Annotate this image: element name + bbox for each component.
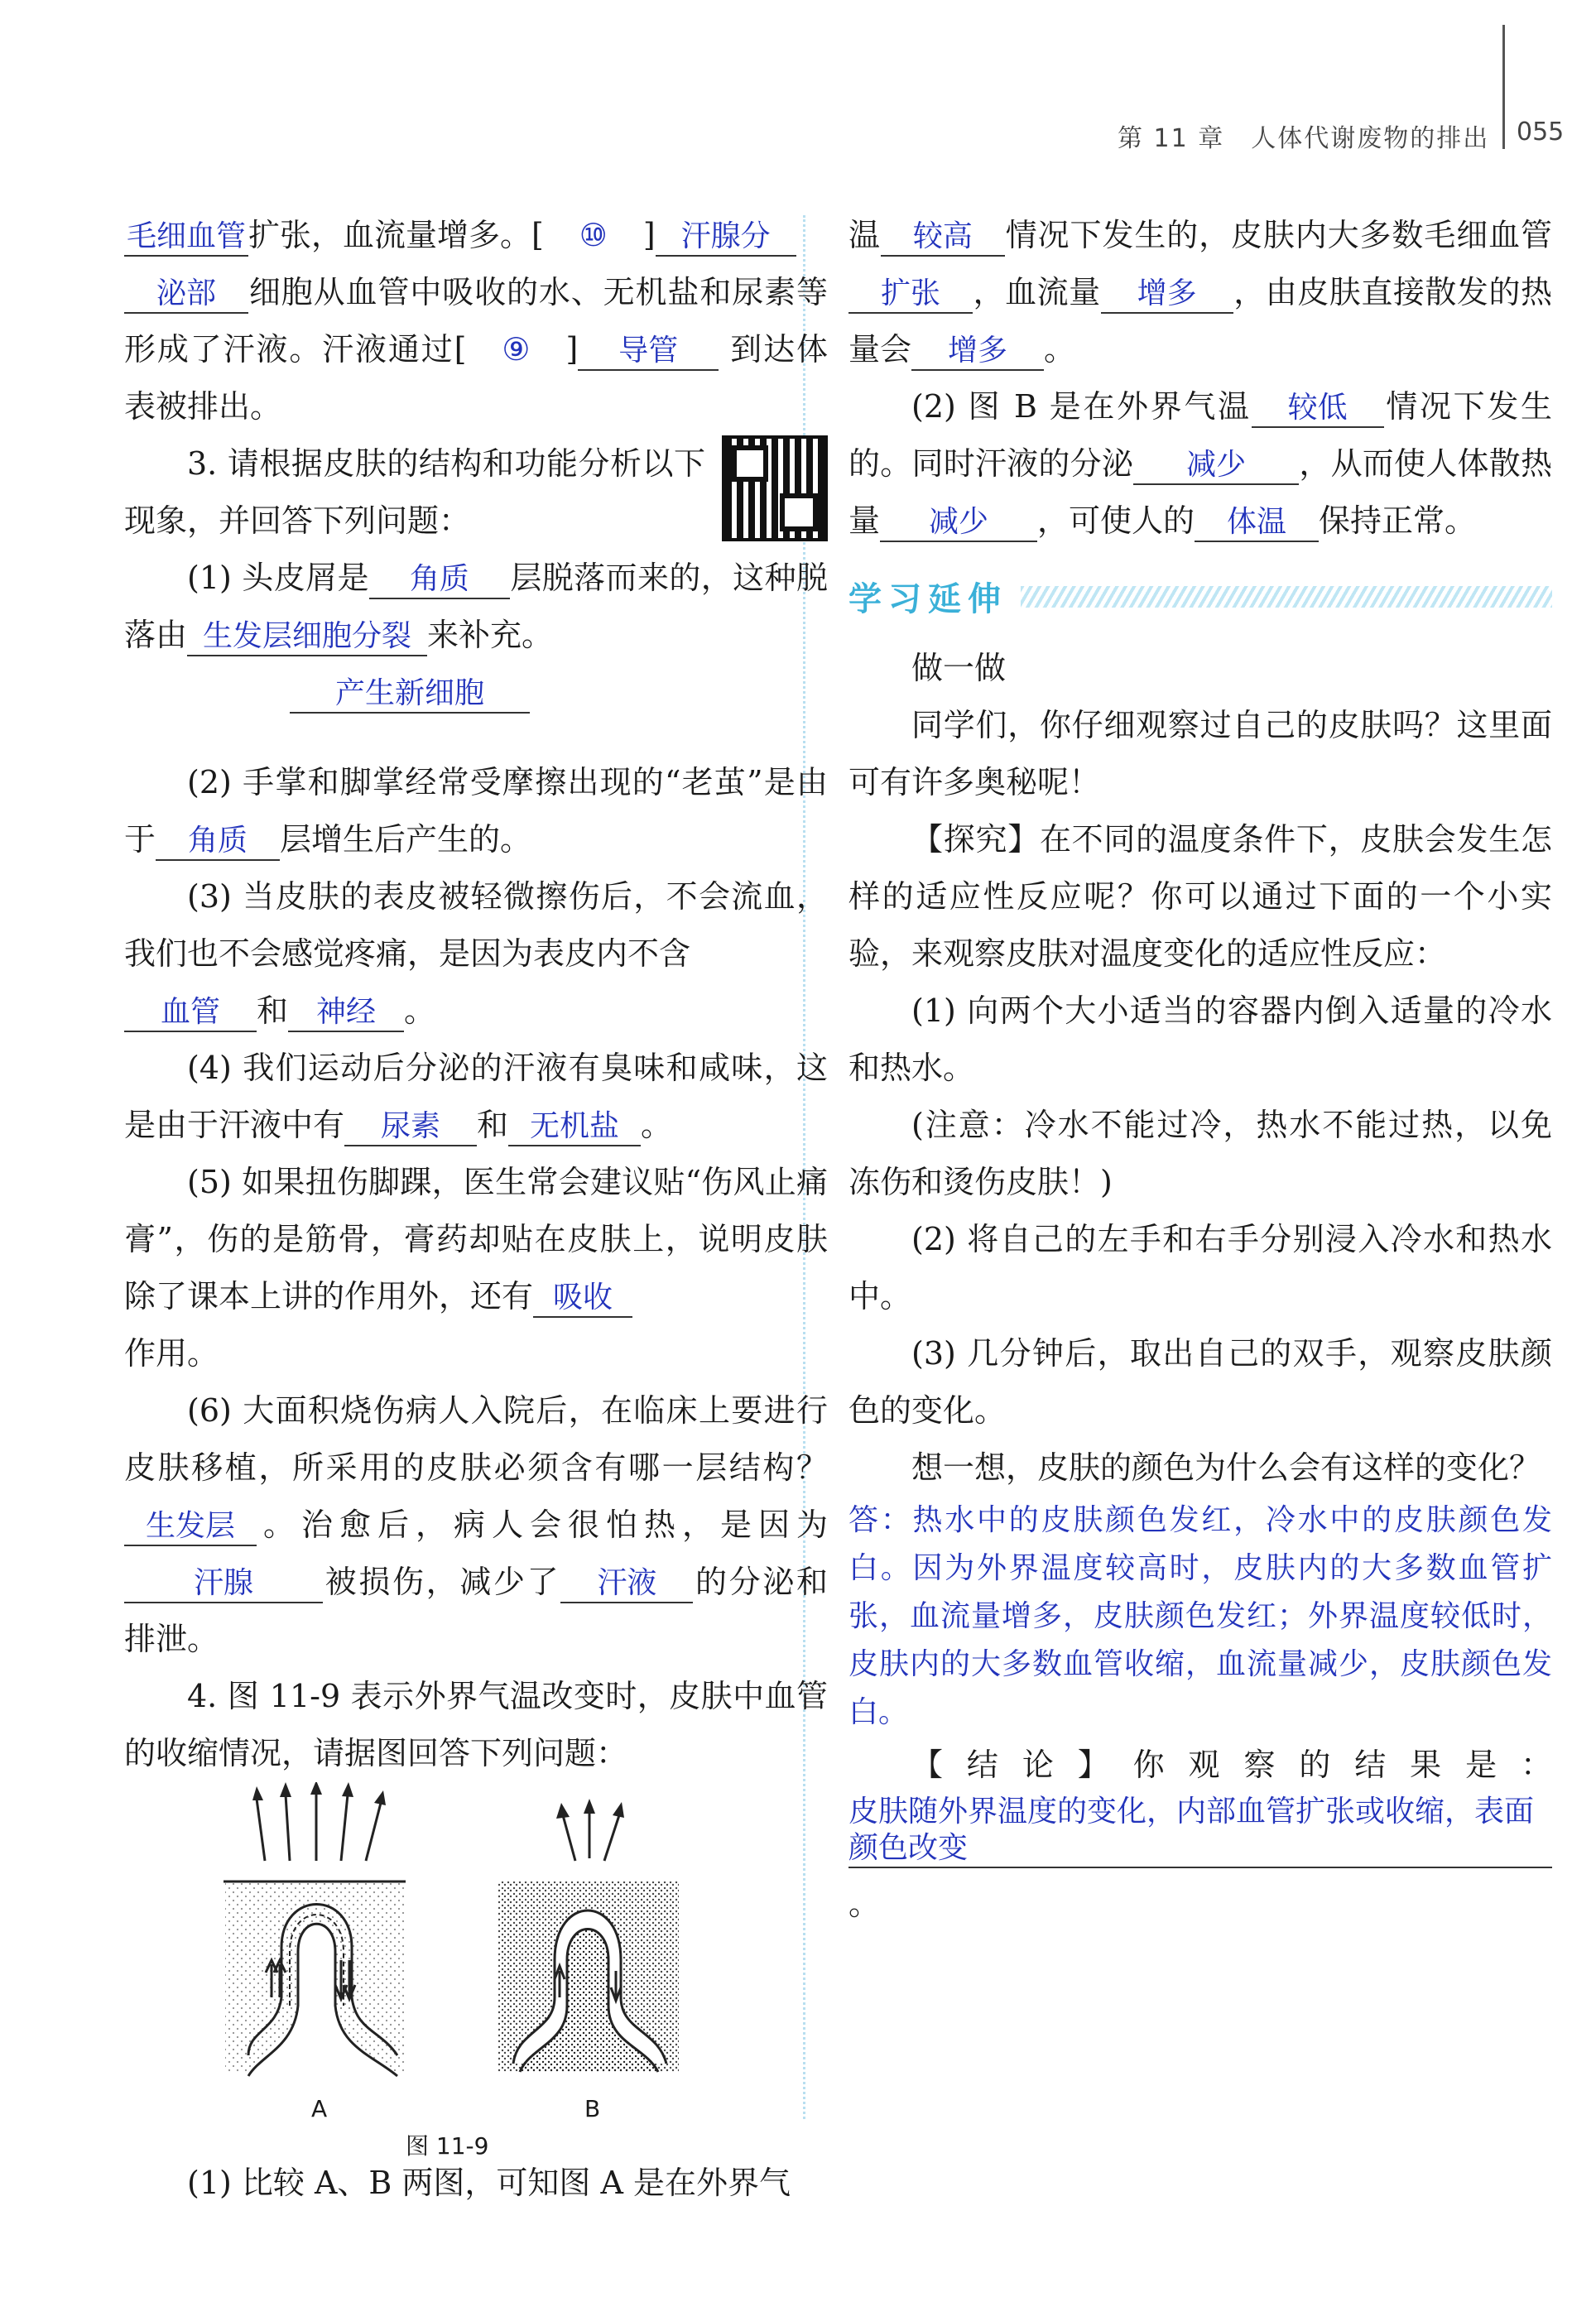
- answer-blank[interactable]: 扩张: [848, 276, 973, 314]
- q3-part-6: (6) 大面积烧伤病人入院后，在临床上要进行皮肤移植，所采用的皮肤必须含有哪一层结构？生发层 。治愈后，病人会很怕热，是因为汗腺 被损伤，减少了 汗液 的分泌和排泄。: [124, 1392, 828, 1657]
- answer-blank[interactable]: 汗腺分: [656, 219, 796, 257]
- answer-blank[interactable]: 导管: [578, 333, 719, 371]
- figure-caption: 图 11-9: [406, 2132, 489, 2160]
- q4-part-1: (1) 比较 A、B 两图，可知图 A 是在外界气: [187, 2165, 791, 2201]
- figure-label-a: A: [311, 2095, 328, 2122]
- answer-blank[interactable]: 角质: [369, 561, 510, 599]
- activity-intro: 同学们，你仔细观察过自己的皮肤吗？这里面可有许多奥秘呢！: [848, 707, 1552, 800]
- activity-step-2: (2) 将自己的左手和右手分别浸入冷水和热水中。: [848, 1221, 1552, 1314]
- answer-blank[interactable]: 无机盐: [508, 1108, 641, 1146]
- diagram-a: [224, 1782, 406, 2076]
- answer-blank[interactable]: 生发层细胞分裂: [187, 618, 427, 656]
- answer-blank[interactable]: 较低: [1252, 390, 1384, 428]
- answer-blank[interactable]: 较高: [881, 219, 1005, 257]
- q2-continuation: 毛细血管扩张，血流量增多。[ ⑩ ] 汗腺分 泌部 细胞从血管中吸收的水、无机盐和尿素等形成了汗液。汗液通过[ ⑨ ] 导管 到达体表被排出。: [124, 207, 828, 435]
- answer-blank[interactable]: 增多: [911, 333, 1044, 371]
- answer-blank[interactable]: 减少: [880, 504, 1037, 542]
- label-ref: ⑨: [502, 331, 531, 368]
- section-title: 学习延伸: [848, 580, 1007, 618]
- spacer: [124, 721, 828, 754]
- q3-part-2: (2) 手掌和脚掌经常受摩擦出现的“老茧”是由于 角质 层增生后产生的。: [124, 754, 828, 868]
- activity-explore: 【探究】在不同的温度条件下，皮肤会发生怎样的适应性反应呢？你可以通过下面的一个小实验，来观察皮肤对温度变化的适应性反应：: [848, 821, 1552, 972]
- answer-blank[interactable]: 泌部: [124, 276, 248, 314]
- page-header: [0, 0, 1596, 166]
- q3-part-4: (4) 我们运动后分泌的汗液有臭味和咸味，这是由于汗液中有 尿素 和 无机盐 。: [124, 1040, 828, 1154]
- answer-blank[interactable]: 汗腺: [124, 1565, 323, 1603]
- page-number: 055: [1517, 118, 1565, 147]
- answer-blank[interactable]: 血管: [124, 994, 257, 1032]
- blood-vessel-diagram: [124, 1782, 828, 2130]
- question-4-intro: 4. 图 11-9 表示外界气温改变时，皮肤中血管的收缩情况，请据图回答下列问题：: [124, 1678, 828, 1771]
- answer-blank[interactable]: 神经: [288, 994, 404, 1032]
- header-divider: [1502, 25, 1505, 149]
- figure-label-b: B: [584, 2095, 601, 2122]
- activity-note: (注意：冷水不能过冷，热水不能过热，以免冻伤和烫伤皮肤！): [848, 1107, 1552, 1200]
- section-header: [848, 573, 1552, 620]
- answer-blank[interactable]: 皮肤随外界温度的变化，内部血管扩张或收缩，表面颜色改变: [848, 1794, 1552, 1868]
- activity-conclusion: 【结论】你观察的结果是：皮肤随外界温度的变化，内部血管扩张或收缩，表面颜色改变。: [848, 1747, 1552, 1922]
- q4-part-2: (2) 图 B 是在外界气温 较低 情况下发生的。同时汗液的分泌 减少 ，从而使人体散热量 减少 ，可使人的 体温 保持正常。: [848, 378, 1552, 550]
- answer-blank[interactable]: 体温: [1195, 504, 1319, 542]
- answer-blank[interactable]: 吸收: [533, 1280, 632, 1318]
- answer-blank[interactable]: 减少: [1133, 447, 1299, 485]
- figure-11-9: [124, 1782, 828, 2160]
- right-column: [848, 207, 1552, 1933]
- left-column: [124, 207, 828, 2212]
- section-stripe: [1021, 586, 1552, 608]
- chapter-title: 第 11 章 人体代谢废物的排出: [1118, 124, 1490, 153]
- activity-step-1: (1) 向两个大小适当的容器内倒入适量的冷水和热水。: [848, 992, 1552, 1086]
- q3-part-3: (3) 当皮肤的表皮被轻微擦伤后，不会流血，我们也不会感觉疼痛，是因为表皮内不含 血管 和 神经 。: [124, 868, 828, 1040]
- question-3-intro: 3. 请根据皮肤的结构和功能分析以下现象，并回答下列问题：: [124, 435, 828, 550]
- answer-blank[interactable]: 角质: [156, 823, 280, 861]
- answer-blank[interactable]: 尿素: [344, 1108, 477, 1146]
- answer-blank[interactable]: 汗液: [560, 1565, 693, 1603]
- q4-part-1-continued: 温 较高 情况下发生的，皮肤内大多数毛细血管扩张 ，血流量 增多 ，由皮肤直接散发的热量会 增多 。: [848, 207, 1552, 378]
- answer-blank[interactable]: 毛细血管: [124, 219, 248, 257]
- diagram-b: [498, 1799, 679, 2072]
- q3-part-1: (1) 头皮屑是 角质 层脱落而来的，这种脱落由 生发层细胞分裂 来补充。 产生新细胞: [124, 550, 828, 721]
- answer-blank[interactable]: 增多: [1101, 276, 1233, 314]
- qr-code-icon[interactable]: [722, 435, 828, 541]
- activity-step-3: (3) 几分钟后，取出自己的双手，观察皮肤颜色的变化。: [848, 1335, 1552, 1429]
- activity-title: 做一做: [911, 650, 1007, 686]
- handwritten-answer[interactable]: 答：热水中的皮肤颜色发红，冷水中的皮肤颜色发白。因为外界温度较高时，皮肤内的大多数血管扩张，血流量增多，皮肤颜色发红；外界温度较低时，皮肤内的大多数血管收缩，血流量减少，皮肤颜色发白。: [848, 1503, 1552, 1729]
- activity-think: 想一想，皮肤的颜色为什么会有这样的变化？: [911, 1449, 1541, 1486]
- answer-blank[interactable]: 产生新细胞: [290, 675, 530, 714]
- answer-blank[interactable]: 生发层: [124, 1508, 257, 1546]
- label-ref: ⑩: [579, 217, 608, 253]
- q3-part-5: (5) 如果扭伤脚踝，医生常会建议贴“伤风止痛膏”，伤的是筋骨，膏药却贴在皮肤上，说明皮肤除了课本上讲的作用外，还有 吸收 作用。: [124, 1164, 828, 1372]
